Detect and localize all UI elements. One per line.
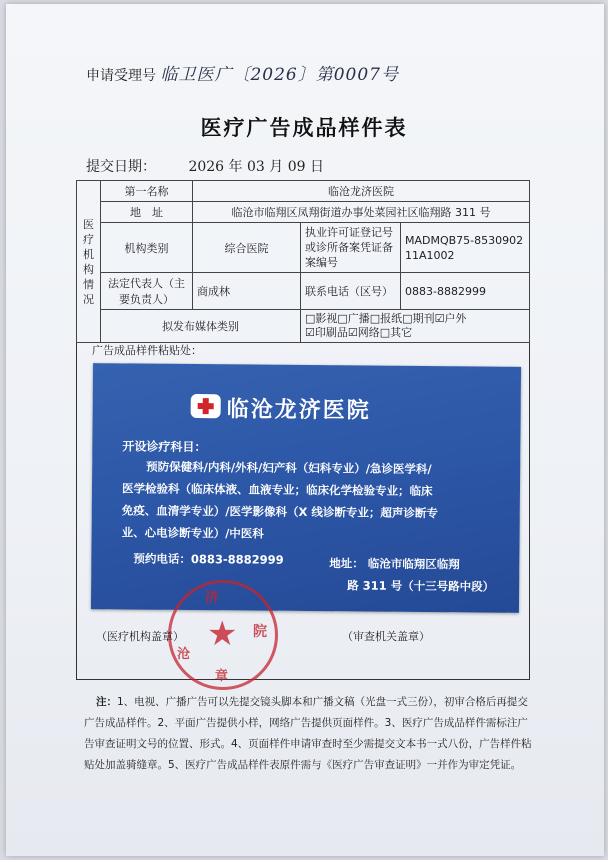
institution-seal-label: （医疗机构盖章） [96, 630, 184, 643]
notes [84, 692, 536, 776]
star-icon: ★ [207, 614, 238, 654]
rep-label: 法定代表人（主要负责人） [101, 273, 193, 310]
ad-dept-line: 预防保健科/内科/外科/妇产科（妇科专业）/急诊医学科/ [146, 459, 432, 477]
application-number-label: 申请受理号 [86, 68, 156, 84]
notes-text: 1、电视、广播广告可以先提交镜头脚本和广播文稿（光盘一式三份），初审合格后再提交广告成品样件。2、平面广告提供小样，网络广告提供页面样件。3、医疗广告成品样件需标注广告审查证明文号的位置、形式。4、页面样件申请审查时至少需提交文本书一式八份，广告样件粘贴处加盖骑缝章。5、医疗广告成品样件表原件需与《医疗广告审查证明》一并作为审定凭证。 [84, 696, 532, 771]
ad-hospital-name: 临沧龙济医院 [226, 397, 371, 424]
media-options-line1: □影视□广播□报纸□期刊☑户外 [305, 312, 467, 325]
application-number [86, 60, 399, 85]
section-label: 医 疗 机 构 情 况 [77, 181, 101, 343]
notes-label: 注： [96, 696, 117, 708]
hospital-seal-stamp: 济 院 章 沧 ★ [168, 580, 278, 690]
review-seal-label: （审查机关盖章） [342, 630, 430, 643]
ad-dept-line: 医学检验科（临床体液、血液专业；临床化学检验专业；临床 [121, 481, 433, 499]
ad-dept-line: 业、心电诊断专业）/中医科 [121, 525, 264, 541]
phone-label: 联系电话（区号） [301, 273, 401, 310]
name-value: 临沧龙济医院 [193, 181, 530, 202]
type-value: 综合医院 [193, 223, 301, 273]
license-value: MADMQB75-853090211A1002 [401, 223, 530, 273]
ad-dept-list [122, 455, 503, 546]
address-value: 临沧市临翔区凤翔街道办事处菜园社区临翔路 311 号 [193, 202, 530, 223]
type-label: 机构类别 [101, 223, 193, 273]
name-label: 第一名称 [101, 181, 193, 202]
ad-dept-header: 开设诊疗科目： [122, 439, 207, 455]
ad-dept-line: 免疫、血清学专业）/医学影像科（X 线诊断专业；超声诊断专 [121, 503, 438, 521]
submit-date-value: 2026 年 03 月 09 日 [188, 159, 324, 175]
ad-sample [91, 363, 521, 613]
paste-area-label: 广告成品样件粘贴处： [92, 344, 202, 357]
media-options [301, 310, 530, 343]
media-options-line2: ☑印刷品☑网络□其它 [305, 326, 413, 339]
rep-value: 商成林 [193, 273, 301, 310]
license-label: 执业许可证登记号或诊所备案凭证备案编号 [301, 223, 401, 273]
phone-value: 0883-8882999 [401, 273, 530, 310]
form-title: 医疗广告成品样件表 [200, 115, 408, 140]
application-number-handwritten: 临卫医广〔2026〕第0007号 [160, 65, 399, 85]
submit-date-label: 提交日期： [86, 159, 156, 175]
media-label: 拟发布媒体类别 [101, 310, 301, 343]
ad-address: 地址： 临沧市临翔区临翔 路 311 号（十三号路中段） [329, 556, 495, 594]
ad-phone: 预约电话：0883-8882999 [133, 551, 284, 567]
submit-date-line [86, 156, 324, 176]
address-label: 地 址 [101, 202, 193, 223]
institution-table [76, 180, 530, 343]
medical-cross-icon [191, 394, 221, 418]
